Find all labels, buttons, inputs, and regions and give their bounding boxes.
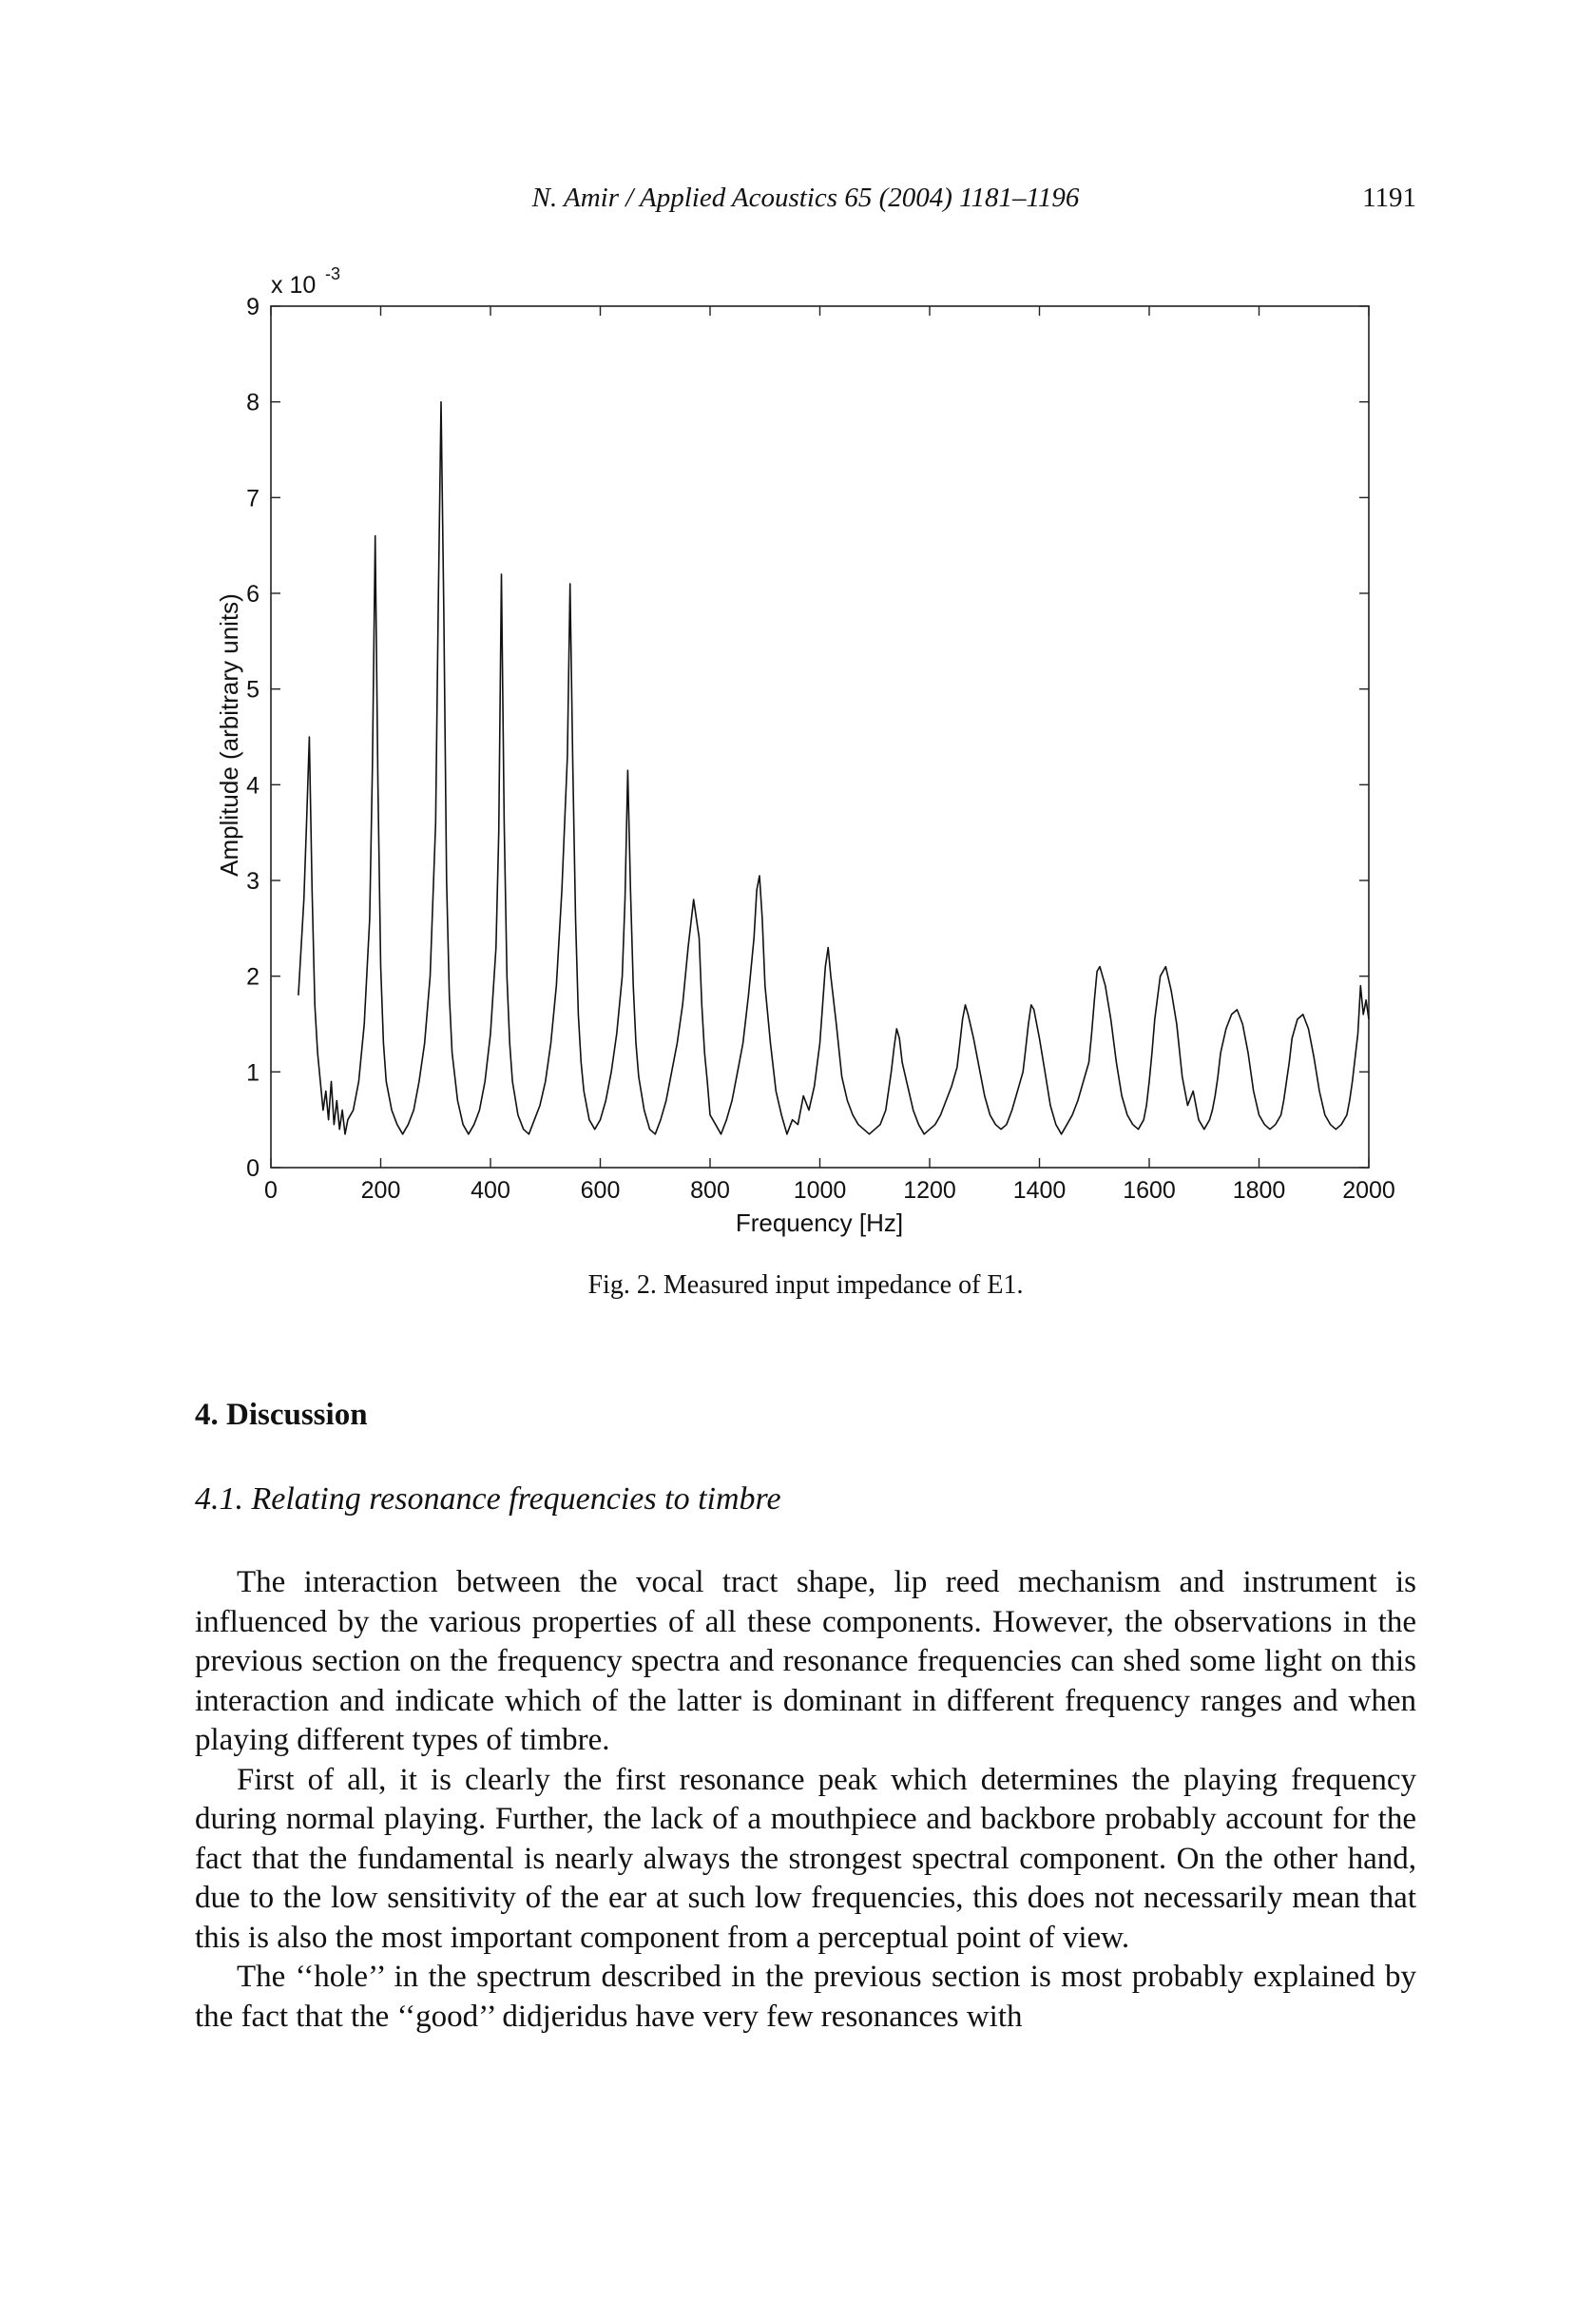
y-tick-label: 9 <box>246 294 260 320</box>
y-tick-label: 4 <box>246 772 260 800</box>
plot-layer <box>246 294 1395 1204</box>
impedance-series-line <box>298 402 1369 1134</box>
y-multiplier-exponent: -3 <box>325 264 341 283</box>
running-title: N. Amir / Applied Acoustics 65 (2004) 1181–1196 <box>531 183 1080 213</box>
y-tick-label: 5 <box>246 676 260 704</box>
paragraph: The interaction between the vocal tract shape, lip reed mechanism and instrument is influenced by the various properties of all these components. However, the observations in the previous section on the frequency spectra and resonance frequencies can shed some light on this interaction and indicate which of the latter is dominant in different frequency ranges and when playing different types of timbre. <box>195 1565 1416 1757</box>
figure-caption: Fig. 2. Measured input impedance of E1. <box>587 1270 1024 1300</box>
x-tick-label: 800 <box>690 1177 730 1204</box>
y-tick-label: 0 <box>246 1155 260 1182</box>
x-tick-label: 200 <box>360 1177 401 1204</box>
impedance-figure <box>190 257 1426 1255</box>
y-tick-label: 8 <box>246 389 260 416</box>
running-head <box>195 183 1416 221</box>
y-tick-label: 7 <box>246 485 260 512</box>
x-tick-label: 400 <box>471 1177 510 1204</box>
x-tick-label: 0 <box>264 1177 278 1204</box>
paragraph: First of all, it is clearly the first resonance peak which determines the playing frequency during normal playing. Further, the lack of a mouthpiece and backbore probably account for the fact that the fundamental is nearly always the strongest spectral component. On the other hand, due to the low sensitivity of the ear at such low frequencies, this does not necessarily mean that this is also the most important component from a perceptual point of view. <box>195 1762 1416 1955</box>
body-text <box>195 1563 1416 2037</box>
x-tick-label: 1000 <box>793 1177 847 1204</box>
subsection-heading: 4.1. Relating resonance frequencies to timbre <box>195 1481 781 1517</box>
x-tick-label: 1800 <box>1232 1177 1286 1204</box>
x-tick-label: 2000 <box>1342 1177 1395 1204</box>
x-axis-label: Frequency [Hz] <box>735 1208 904 1237</box>
y-tick-label: 1 <box>246 1059 260 1087</box>
page-number: 1191 <box>1362 183 1416 213</box>
y-tick-label: 6 <box>246 581 260 608</box>
y-axis-label: Amplitude (arbitrary units) <box>215 593 243 877</box>
y-tick-label: 2 <box>246 963 260 991</box>
section-heading: 4. Discussion <box>195 1398 368 1432</box>
x-tick-label: 1400 <box>1012 1177 1067 1204</box>
x-tick-label: 1600 <box>1123 1177 1176 1204</box>
y-multiplier-label: x 10 <box>271 272 317 299</box>
y-tick-label: 3 <box>246 868 260 895</box>
paragraph: The ‘‘hole’’ in the spectrum described in the previous section is most probably explained by the fact that the ‘‘good’’ didjeridus have very few resonances with <box>195 1960 1416 2034</box>
x-tick-label: 600 <box>580 1177 621 1204</box>
x-tick-label: 1200 <box>903 1177 956 1204</box>
